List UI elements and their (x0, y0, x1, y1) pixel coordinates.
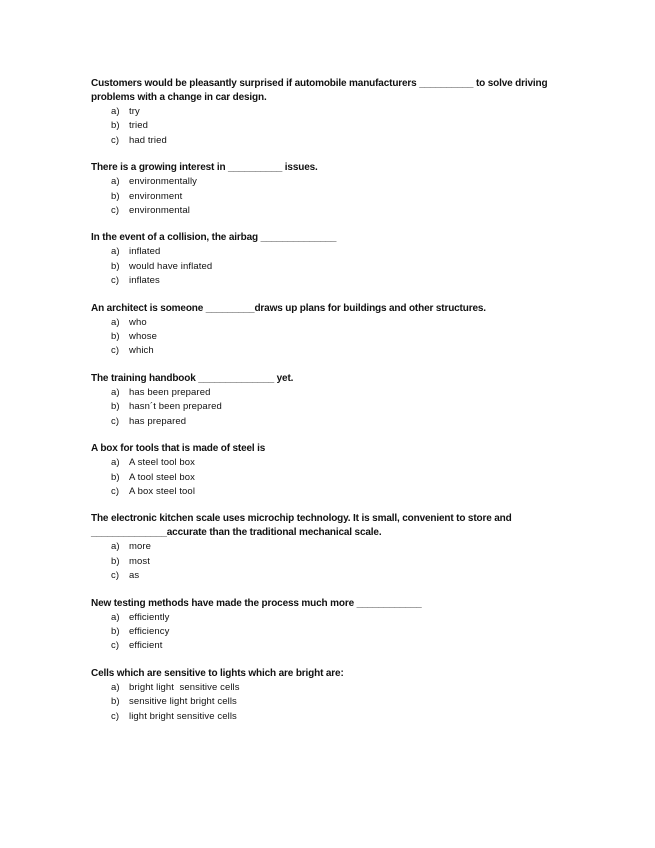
option-letter: a) (111, 386, 120, 398)
question-text: In the event of a collision, the airbag ______________ (91, 232, 337, 244)
option-c (91, 344, 551, 358)
option-letter: a) (111, 316, 120, 328)
option-letter: c) (111, 415, 120, 427)
option-text: tried (129, 120, 148, 132)
option-b (91, 190, 551, 204)
options-list (91, 316, 551, 359)
question-2 (91, 161, 551, 218)
question-3 (91, 231, 551, 288)
option-letter: a) (111, 541, 120, 553)
option-letter: b) (111, 190, 120, 202)
option-letter: b) (111, 331, 120, 343)
option-text: hasn´t been prepared (129, 401, 222, 413)
option-letter: b) (111, 120, 120, 132)
option-b (91, 400, 551, 414)
option-a (91, 611, 551, 625)
question-text: There is a growing interest in __________ issues. (91, 162, 318, 174)
question-text: The training handbook ______________ yet. (91, 372, 294, 384)
option-text: environmental (129, 205, 190, 217)
option-c (91, 710, 551, 724)
option-letter: c) (111, 134, 120, 146)
question-9 (91, 667, 551, 724)
question-text: A box for tools that is made of steel is (91, 443, 266, 455)
options-list (91, 105, 551, 148)
option-a (91, 681, 551, 695)
option-text: try (129, 106, 140, 117)
option-text: has prepared (129, 415, 187, 427)
options-list (91, 386, 551, 429)
question-text: An architect is someone _________draws up plans for buildings and other structures. (91, 302, 486, 314)
option-c (91, 415, 551, 429)
option-letter: a) (111, 106, 120, 117)
option-text: bright light sensitive cells (129, 681, 240, 693)
question-text: Cells which are sensitive to lights which are bright are: (91, 667, 344, 679)
option-c (91, 134, 551, 148)
option-text: efficient (129, 640, 163, 652)
option-text: environmentally (129, 176, 198, 188)
option-letter: b) (111, 555, 120, 567)
option-text: which (129, 345, 154, 357)
question-5 (91, 372, 551, 429)
option-letter: a) (111, 681, 120, 693)
option-text: most (129, 555, 150, 567)
option-b (91, 119, 551, 133)
option-letter: b) (111, 260, 120, 272)
option-b (91, 260, 551, 274)
option-letter: b) (111, 471, 120, 483)
option-text: A tool steel box (129, 471, 196, 483)
option-a (91, 540, 551, 554)
option-text: had tried (129, 134, 167, 146)
option-b (91, 695, 551, 709)
options-list (91, 245, 551, 288)
question-6 (91, 442, 551, 499)
option-text: inflates (129, 275, 160, 287)
question-text: The electronic kitchen scale uses microchip technology. It is small, convenient to store and ______________accurate than the traditional mechanical scale. (91, 513, 515, 539)
option-b (91, 555, 551, 569)
option-letter: a) (111, 176, 120, 188)
option-text: has been prepared (129, 386, 211, 398)
option-letter: c) (111, 710, 120, 722)
option-b (91, 625, 551, 639)
option-text: sensitive light bright cells (129, 696, 237, 708)
option-text: light bright sensitive cells (129, 710, 237, 722)
option-text: A box steel tool (129, 485, 196, 497)
option-c (91, 639, 551, 653)
quiz (91, 77, 551, 737)
option-letter: c) (111, 345, 120, 357)
option-text: efficiently (129, 611, 170, 623)
option-letter: a) (111, 611, 120, 623)
option-c (91, 274, 551, 288)
options-list (91, 681, 551, 724)
option-letter: b) (111, 625, 120, 637)
option-letter: c) (111, 205, 120, 217)
option-a (91, 175, 551, 189)
option-c (91, 485, 551, 499)
question-7 (91, 512, 551, 583)
option-a (91, 245, 551, 259)
option-a (91, 316, 551, 330)
question-8 (91, 597, 551, 654)
option-text: would have inflated (129, 260, 213, 272)
option-text: efficiency (129, 625, 170, 637)
option-a (91, 386, 551, 400)
option-letter: c) (111, 275, 120, 287)
option-b (91, 330, 551, 344)
question-1 (91, 77, 551, 148)
options-list (91, 611, 551, 654)
question-4 (91, 302, 551, 359)
option-b (91, 471, 551, 485)
option-text: whose (129, 331, 157, 343)
option-letter: a) (111, 246, 120, 258)
options-list (91, 175, 551, 218)
option-letter: a) (111, 457, 120, 469)
option-a (91, 456, 551, 470)
option-letter: c) (111, 640, 120, 652)
option-letter: b) (111, 696, 120, 708)
option-a (91, 105, 551, 119)
option-text: as (129, 570, 140, 582)
option-text: A steel tool box (129, 457, 196, 469)
option-letter: b) (111, 401, 120, 413)
option-text: inflated (129, 246, 161, 258)
options-list (91, 456, 551, 499)
question-text: New testing methods have made the process much more ____________ (91, 597, 422, 609)
option-text: environment (129, 190, 183, 202)
option-text: who (129, 316, 147, 328)
option-letter: c) (111, 485, 120, 497)
question-text: Customers would be pleasantly surprised if automobile manufacturers __________ to solve driving problems with a change in car design. (91, 78, 551, 103)
options-list (91, 540, 551, 583)
option-c (91, 569, 551, 583)
option-text: more (129, 541, 152, 553)
option-c (91, 204, 551, 218)
option-letter: c) (111, 570, 120, 582)
